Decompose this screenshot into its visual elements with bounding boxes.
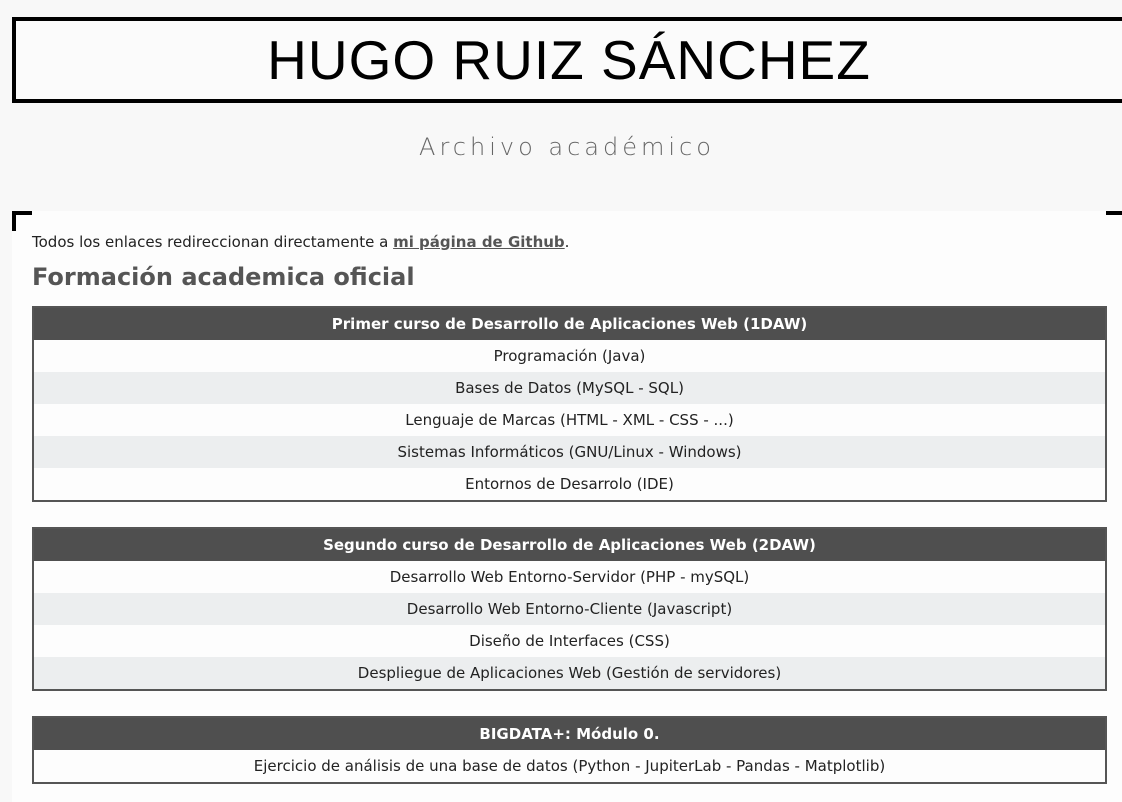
table-heading: Primer curso de Desarrollo de Aplicaciones Web (1DAW) — [33, 307, 1106, 340]
github-link[interactable]: mi página de Github — [393, 233, 565, 251]
course-table-bigdata — [32, 716, 1107, 784]
course-table-2daw — [32, 527, 1107, 691]
section-title: Formación academica oficial — [32, 263, 415, 291]
table-row[interactable]: Bases de Datos (MySQL - SQL) — [33, 372, 1106, 404]
table-heading: Segundo curso de Desarrollo de Aplicaciones Web (2DAW) — [33, 528, 1106, 561]
table-heading: BIGDATA+: Módulo 0. — [33, 717, 1106, 750]
table-row[interactable]: Programación (Java) — [33, 340, 1106, 372]
header-box — [12, 17, 1122, 103]
table-row[interactable]: Desarrollo Web Entorno-Servidor (PHP - mySQL) — [33, 561, 1106, 593]
table-row[interactable]: Desarrollo Web Entorno-Cliente (Javascript) — [33, 593, 1106, 625]
course-table-1daw — [32, 306, 1107, 502]
main-content — [12, 211, 1122, 802]
table-row[interactable]: Ejercicio de análisis de una base de datos (Python - JupiterLab - Pandas - Matplotlib) — [33, 750, 1106, 783]
site-title: HUGO RUIZ SÁNCHEZ — [267, 29, 871, 91]
table-row[interactable]: Despliegue de Aplicaciones Web (Gestión de servidores) — [33, 657, 1106, 690]
table-row[interactable]: Lenguaje de Marcas (HTML - XML - CSS - ...) — [33, 404, 1106, 436]
page-subtitle: Archivo académico — [419, 133, 715, 161]
corner-bracket-left — [12, 211, 32, 231]
intro-text — [32, 233, 569, 251]
corner-bracket-right — [1106, 211, 1122, 215]
table-row[interactable]: Diseño de Interfaces (CSS) — [33, 625, 1106, 657]
intro-end: . — [564, 233, 570, 251]
table-row[interactable]: Sistemas Informáticos (GNU/Linux - Windows) — [33, 436, 1106, 468]
table-row[interactable]: Entornos de Desarrolo (IDE) — [33, 468, 1106, 501]
intro-label: Todos los enlaces redireccionan directamente a — [32, 233, 394, 251]
